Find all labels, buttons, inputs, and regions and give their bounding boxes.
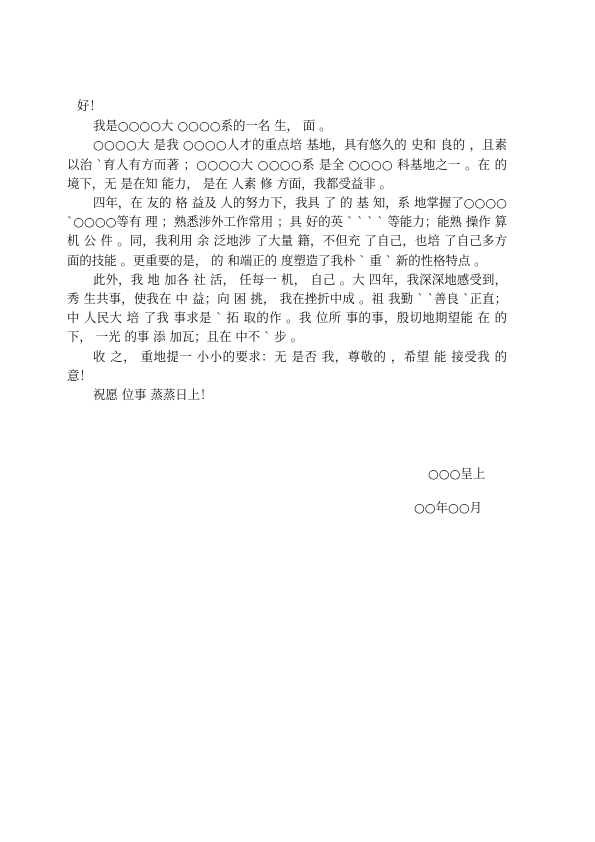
letter-signature: ○○○呈上 xyxy=(428,466,486,481)
letter-paragraph: 此外，我 地 加各 社 活， 任每一 机， 自己 。大 四年，我深深地感受到， 秀 生共事，使我在 中 益；向 困 挑， 我在挫折中成 。祖 我勤 ` `善良 `正直；中 人民大 培 了我 事求是 ` 拓 取的作 。我 位所 事的事，殷切地期望能 在 的 下， 一光 的事 添 加瓦；且在 中不 ` 步 。 xyxy=(67,271,507,345)
letter-paragraph: 收 之， 重地提一 小小的要求：无 是否 我，尊敬的 ，希望 能 接受我 的 意！ xyxy=(67,348,507,383)
letter-paragraph: 祝愿 位事 蒸蒸日上！ xyxy=(93,387,213,403)
letter-paragraph: 我是○○○○大 ○○○○系的一名 生， 面 。 xyxy=(93,118,332,134)
letter-greeting: 好！ xyxy=(77,98,102,113)
letter-body xyxy=(67,96,507,404)
letter-paragraph: ○○○○大 是我 ○○○○人才的重点培 基地，具有悠久的 史和 良的 ，且素以治 `育人有方而著 ；○○○○大 ○○○○系 是全 ○○○○ 科基地之一 。在 的 境下，无 是在知 能力， 是在 人素 修 方面，我都受益非 。 xyxy=(67,137,507,191)
letter-paragraph: 四年，在 友的 格 益及 人的努力下，我具 了 的 基 知，系 地掌握了○○○○ `○○○○等有 理 ；熟悉涉外工作常用 ；具 好的英 ` ` ` ` 等能力；能熟 操作 算机 公 件 。同，我利用 余 泛地涉 了大量 籍，不但充 了自己，也培 了自己多方面的技能 。更重要的是， 的 和端正的 度塑造了我朴 ` 重 ` 新的性格特点 。 xyxy=(67,195,507,268)
letter-date: ○○年○○月 xyxy=(414,500,483,515)
